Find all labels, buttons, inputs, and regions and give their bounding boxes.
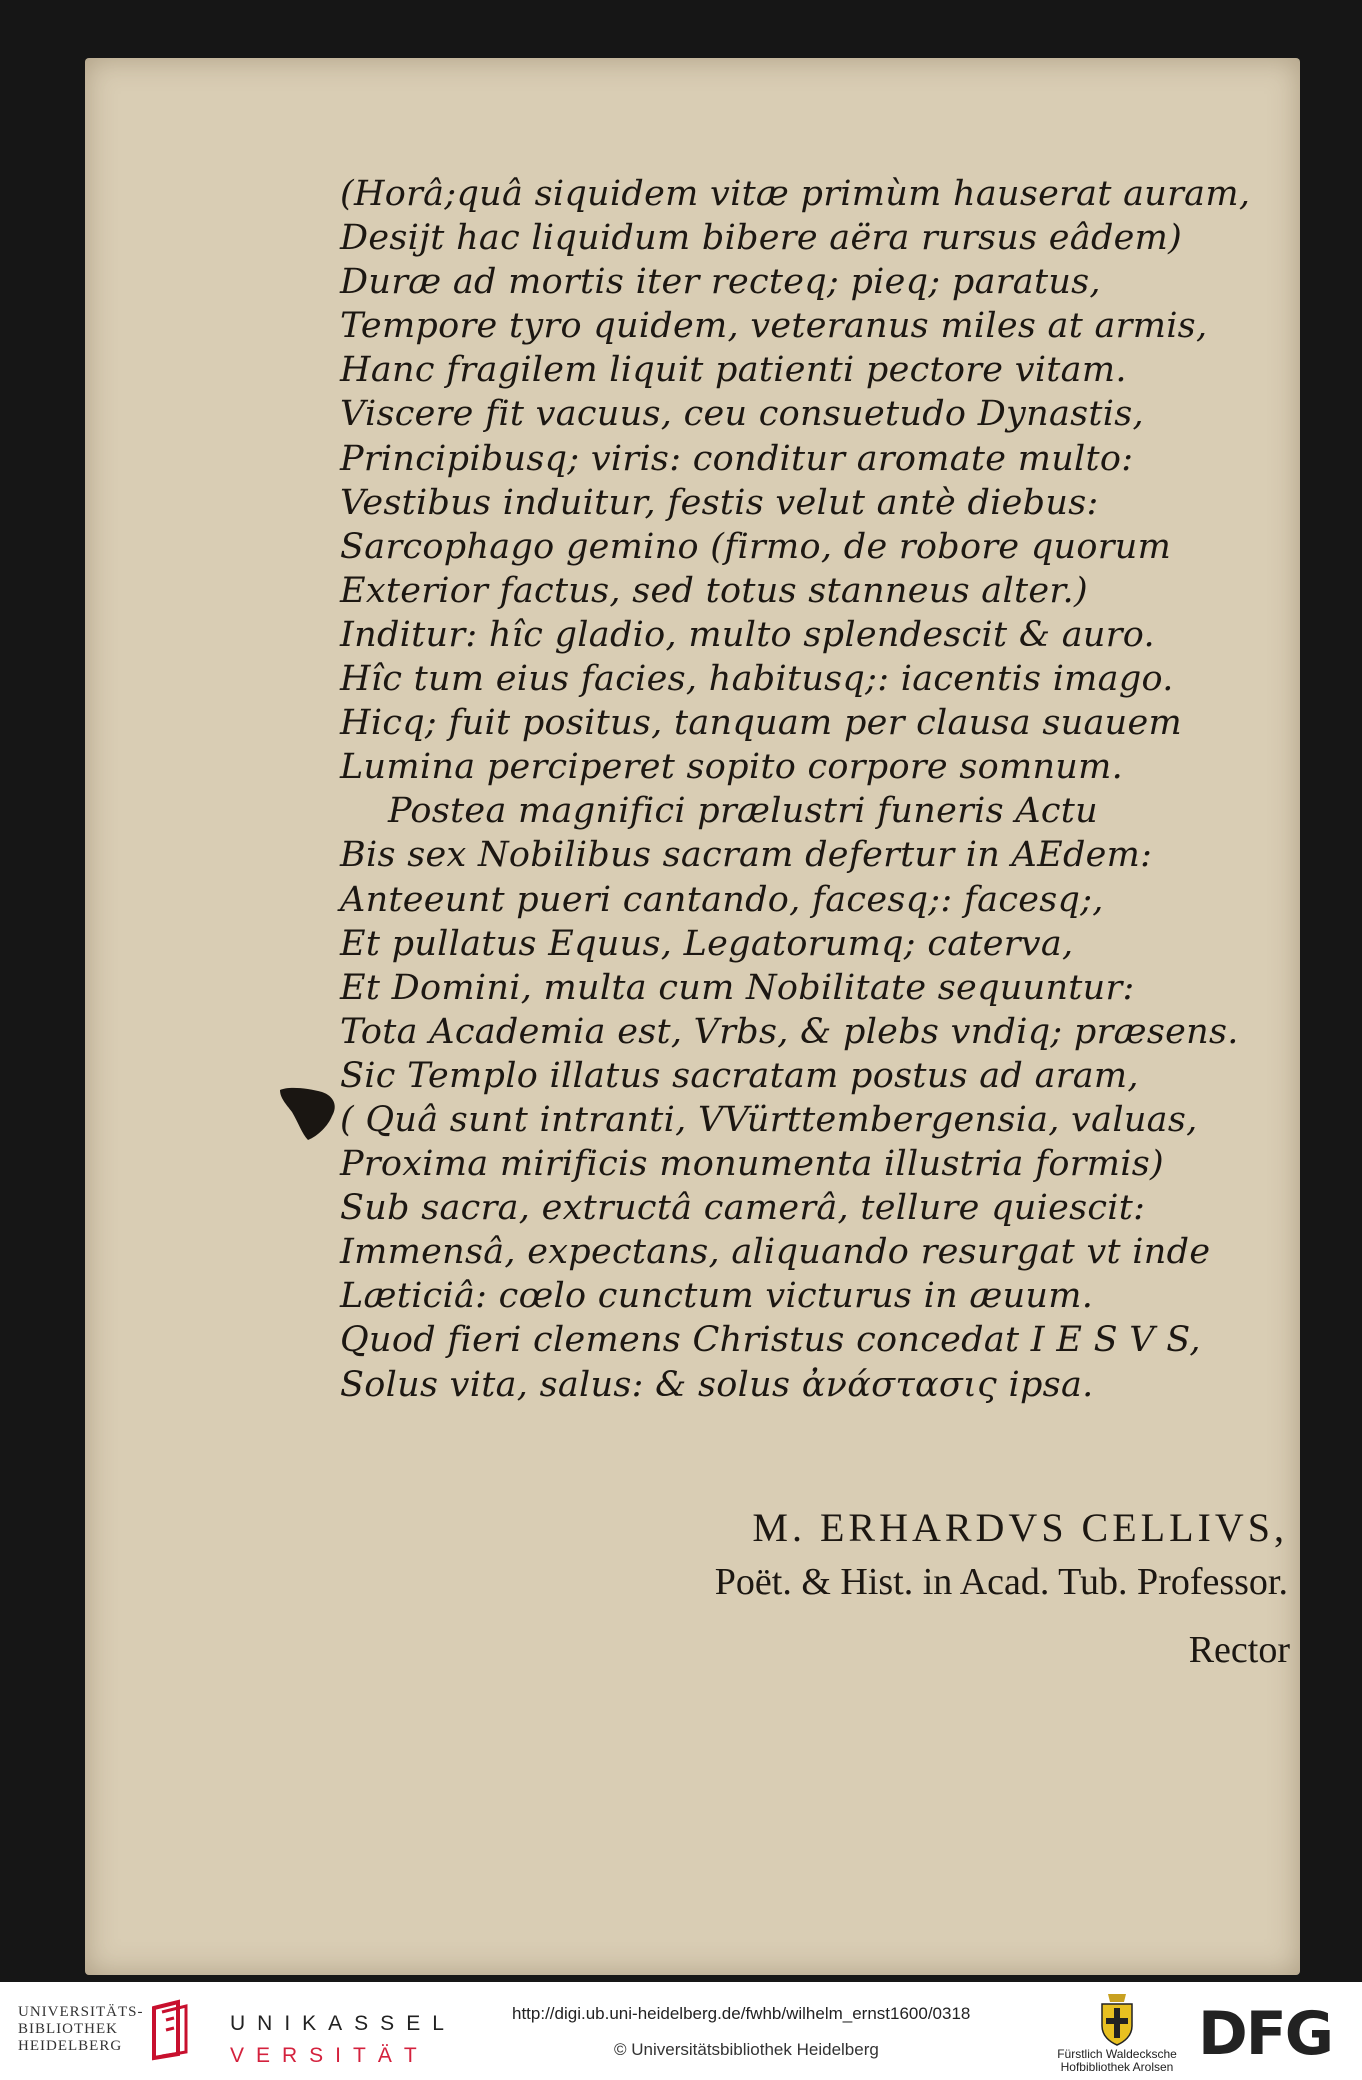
kassel-bottom: VERSITÄT xyxy=(230,2044,429,2067)
ub-logo-line: HEIDELBERG xyxy=(18,2038,123,2054)
waldeck-line: Fürstlich Waldecksche xyxy=(1057,2047,1177,2061)
poem-text xyxy=(340,172,1251,1407)
poem-line: Immensâ, expectans, aliquando resurgat vt inde xyxy=(340,1232,1211,1273)
poem-line: Solus vita, salus: & solus ἀνάστασις ipsa. xyxy=(340,1364,1094,1405)
poem-line: Læticiâ: cœlo cunctum victurus in æuum. xyxy=(340,1276,1094,1317)
poem-line: Inditur: hîc gladio, multo splendescit & auro. xyxy=(340,614,1155,655)
poem-line: Hicq; fuit positus, tanquam per clausa suauem xyxy=(340,703,1183,744)
poem-line: Viscere fit vacuus, ceu consuetudo Dynastis, xyxy=(340,394,1144,435)
poem-line: Exterior factus, sed totus stanneus alter.) xyxy=(340,570,1088,611)
author-title: Poët. & Hist. in Acad. Tub. Professor. xyxy=(714,1561,1288,1603)
ub-heidelberg-logo[interactable] xyxy=(18,2004,144,2055)
uni-kassel-logo[interactable] xyxy=(230,2008,456,2072)
ink-blot xyxy=(278,1084,340,1142)
poem-line: Tota Academia est, Vrbs, & plebs vndiq; præsens. xyxy=(340,1011,1239,1052)
poem-line: ( Quâ sunt intranti, VVürttembergensia, valuas, xyxy=(340,1099,1198,1140)
ub-logo-line: BIBLIOTHEK xyxy=(18,2021,118,2037)
poem-line: Anteeunt pueri cantando, facesq;: facesq;, xyxy=(340,879,1104,920)
author-name: M. ERHARDVS CELLIVS, xyxy=(752,1505,1288,1550)
coat-of-arms-icon xyxy=(1098,1990,1136,2046)
poem-line: Postea magnifici prælustri funeris Actu xyxy=(388,791,1098,832)
poem-line: Principibusq; viris: conditur aromate multo: xyxy=(340,438,1134,479)
poem-line: Sic Templo illatus sacratam postus ad aram, xyxy=(340,1055,1139,1096)
poem-line: Hanc fragilem liquit patienti pectore vitam. xyxy=(340,350,1127,391)
poem-line: Vestibus induitur, festis velut antè diebus: xyxy=(340,482,1099,523)
dfg-logo[interactable]: DFG xyxy=(1198,1999,1333,2069)
poem-line: Desijt hac liquidum bibere aëra rursus eâdem) xyxy=(340,218,1183,259)
poem-line: Lumina perciperet sopito corpore somnum. xyxy=(340,747,1124,788)
kassel-top: UNIKASSEL xyxy=(230,2012,456,2035)
permalink-url[interactable]: http://digi.ub.uni-heidelberg.de/fwhb/wilhelm_ernst1600/0318 xyxy=(512,2004,971,2023)
poem-line: (Horâ;quâ siquidem vitæ primùm hauserat auram, xyxy=(340,174,1251,214)
poem-line: Proxima mirificis monumenta illustria formis) xyxy=(340,1144,1164,1185)
poem-line: Tempore tyro quidem, veteranus miles at armis, xyxy=(340,306,1208,347)
poem-line: Sarcophago gemino (firmo, de robore quorum xyxy=(340,526,1172,567)
poem-line: Quod fieri clemens Christus concedat I E S V S, xyxy=(340,1320,1201,1361)
poem-line: Et Domini, multa cum Nobilitate sequuntur: xyxy=(340,967,1135,1008)
poem-line: Et pullatus Equus, Legatorumq; caterva, xyxy=(340,923,1074,964)
copyright-notice: © Universitätsbibliothek Heidelberg xyxy=(614,2040,879,2059)
poem-line: Duræ ad mortis iter recteq; pieq; paratus, xyxy=(340,262,1101,303)
ub-logo-line: UNIVERSITÄTS- xyxy=(18,2004,144,2020)
author-signature xyxy=(648,1500,1288,1608)
poem-line: Sub sacra, extructâ camerâ, tellure quiescit: xyxy=(340,1188,1146,1229)
catchword: Rector xyxy=(1188,1629,1290,1671)
waldeck-library-logo[interactable] xyxy=(1052,2048,1182,2074)
footer-bar xyxy=(0,1982,1362,2080)
poem-line: Bis sex Nobilibus sacram defertur in AEdem: xyxy=(340,835,1153,876)
waldeck-line: Hofbibliothek Arolsen xyxy=(1060,2060,1174,2074)
poem-line: Hîc tum eius facies, habitusq;: iacentis imago. xyxy=(340,659,1174,700)
ub-emblem-icon xyxy=(148,1998,192,2062)
